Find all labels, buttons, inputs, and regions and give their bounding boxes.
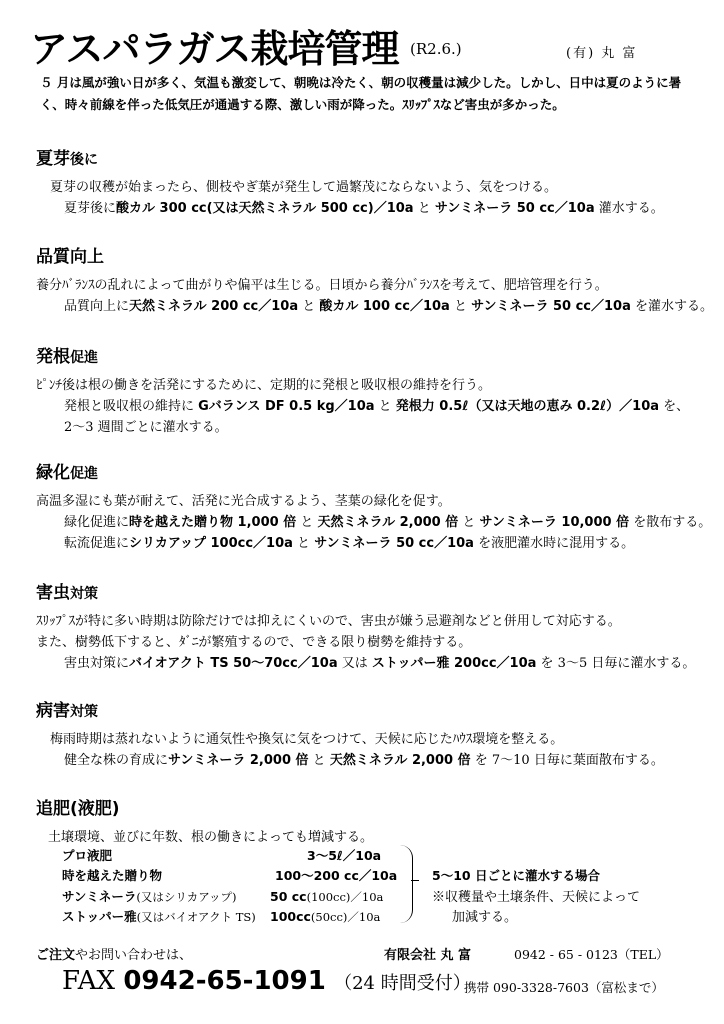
section-heading-main: 病害	[36, 701, 70, 721]
section-heading-main: 夏芽	[36, 149, 70, 169]
section-text-line	[64, 652, 695, 671]
contact-prompt-bold: ご注文	[36, 948, 76, 963]
text-segment: を散布する。	[629, 515, 712, 530]
fertilizer-intro: 土壌環境、並びに年数、根の働きによっても増減する。	[48, 830, 374, 845]
text-segment: と	[458, 515, 480, 530]
section-heading-sub: 対策	[70, 704, 98, 720]
fertilizer-row-name: 時を越えた贈り物	[62, 868, 163, 883]
text-segment: と	[292, 536, 315, 551]
section-heading	[36, 144, 98, 169]
product-spec: 発根力 0.5ℓ（又は天地の恵み 0.2ℓ）／10a	[395, 399, 660, 414]
text-segment: 梅雨時期は蒸れないように通気性や換気に気をつけて、天候に応じたﾊｳｽ環境を整える。	[50, 732, 564, 747]
product-spec: バイオアクト TS 50〜70cc／10a	[129, 656, 338, 671]
product-spec: 天然ミネラル 2,000 倍	[317, 515, 459, 530]
text-segment: 健全な株の育成に	[64, 753, 169, 768]
product-spec: ストッパー雅 200cc／10a	[371, 656, 537, 671]
product-spec: 時を越えた贈り物 1,000 倍	[129, 515, 297, 530]
text-segment: 2〜3 週間ごとに灌水する。	[64, 420, 228, 435]
product-spec: 天然ミネラル 200 cc／10a	[129, 299, 299, 314]
product-spec: 酸カル 300 cc(又は天然ミネラル 500 cc)／10a	[116, 201, 414, 216]
section-text-line	[36, 610, 621, 629]
contact-prompt	[36, 944, 192, 963]
section-text-line	[64, 532, 634, 551]
document-date: (R2.6.)	[410, 40, 462, 58]
text-segment: と	[298, 299, 320, 314]
text-segment: ﾋﾟﾝﾁ後は根の働きを活発にするために、定期的に発根と吸収根の維持を行う。	[36, 378, 492, 393]
intro-paragraph: ５ 月は風が強い日が多く、気温も激変して、朝晩は冷たく、朝の収穫量は減少した。しかし、日中は夏のように暑く、時々前線を伴った低気圧が通過する際、激しい雨が降った。ｽﾘｯﾌﾟｽなど害虫が多かった。	[40, 75, 682, 112]
text-segment: 養分ﾊﾞﾗﾝｽの乱れによって曲がりや偏平は生じる。日頃から養分ﾊﾞﾗﾝｽを考えて、肥培管理を行う。	[36, 278, 608, 293]
section-text-line	[50, 176, 557, 195]
section-heading	[36, 242, 104, 267]
fax-hours: （24 時間受付）	[334, 973, 471, 994]
fertilizer-row-name-note: (又はシリカアップ)	[136, 890, 237, 904]
product-spec: シリカアップ 100cc／10a	[129, 536, 293, 551]
product-spec: Gバランス DF 0.5 kg／10a	[198, 399, 375, 414]
document-title: アスパラガス栽培管理	[30, 27, 399, 71]
fertilizer-row-amount-group	[270, 886, 383, 905]
section-heading	[36, 578, 98, 603]
fertilizer-row-amount: 100cc	[270, 909, 311, 924]
text-segment: また、樹勢低下すると、ﾀﾞﾆが繁殖するので、できる限り樹勢を維持する。	[36, 635, 472, 650]
company-name-header: (有) 丸 富	[566, 46, 638, 61]
fertilizer-note-line: 加減する。	[452, 910, 518, 925]
fertilizer-row-amount-note: (100cc)／10a	[306, 890, 384, 904]
fertilizer-row	[62, 886, 236, 905]
section-heading-main: 品質向上	[36, 247, 104, 267]
product-spec: サンミネーラ 50 cc／10a	[314, 536, 474, 551]
text-segment: 転流促進に	[64, 536, 130, 551]
section-text-line	[64, 295, 713, 314]
text-segment: 灌水する。	[594, 201, 664, 216]
text-segment: 品質向上に	[64, 299, 130, 314]
text-segment: 高温多湿にも葉が耐えて、活発に光合成するよう、茎葉の緑化を促す。	[36, 494, 451, 509]
text-segment: と	[296, 515, 318, 530]
fertilizer-row-name-note: (又はバイオアクト TS)	[136, 910, 256, 924]
text-segment: と	[449, 299, 472, 314]
section-heading	[36, 342, 98, 367]
product-spec: 天然ミネラル 2,000 倍	[329, 753, 471, 768]
text-segment: 発根と吸収根の維持に	[64, 399, 199, 414]
section-heading-sub: 促進	[70, 350, 98, 366]
fertilizer-row-name: プロ液肥	[62, 848, 113, 863]
section-text-line	[64, 395, 689, 414]
text-segment: 害虫対策に	[64, 656, 130, 671]
section-text-line	[36, 274, 608, 293]
section-heading-main: 緑化	[36, 463, 70, 483]
section-text-line	[36, 374, 491, 393]
fertilizer-row	[62, 906, 256, 925]
section-text-line	[64, 511, 711, 530]
fax-label: FAX	[62, 966, 116, 996]
section-heading	[36, 458, 98, 483]
section-heading	[36, 696, 98, 721]
section-text-line	[64, 749, 664, 768]
section-heading-sub: 後に	[70, 152, 98, 168]
section-heading-sub: 促進	[70, 466, 98, 482]
product-spec: サンミネーラ 50 cc／10a	[471, 299, 631, 314]
text-segment: 夏芽後に	[64, 201, 117, 216]
text-segment: 夏芽の収穫が始まったら、側枝やぎ葉が発生して過繁茂にならないよう、気をつける。	[50, 180, 558, 195]
fertilizer-note-line: ※収穫量や土壌条件、天候によって	[432, 890, 641, 905]
text-segment: を 7〜10 日毎に葉面散布する。	[470, 753, 664, 768]
text-segment: を灌水する。	[630, 299, 714, 314]
section-heading-sub: 対策	[70, 586, 98, 602]
text-segment: を、	[659, 399, 690, 414]
product-spec: サンミネーラ 50 cc／10a	[434, 201, 595, 216]
text-segment: と	[413, 201, 435, 216]
section-heading-main: 発根	[36, 347, 70, 367]
fertilizer-row-amount-note: (50cc)／10a	[310, 910, 381, 924]
section-text-line	[64, 416, 228, 435]
section-text-line	[36, 490, 451, 509]
section-text-line	[50, 728, 563, 747]
fertilizer-row-name: ストッパー雅	[62, 909, 137, 924]
text-segment: と	[374, 399, 396, 414]
mobile-number: 携帯 090-3328-7603（富松まで）	[464, 980, 664, 995]
text-segment: 又は	[337, 656, 372, 671]
text-segment: を 3〜5 日毎に灌水する。	[536, 656, 696, 671]
fertilizer-row-name: サンミネーラ	[62, 889, 137, 904]
text-segment: 緑化促進に	[64, 515, 130, 530]
section-text-line	[64, 197, 664, 216]
company-name-footer: 有限会社 丸 富	[384, 948, 472, 963]
section-text-line	[36, 631, 471, 650]
fertilizer-heading: 追肥(液肥)	[36, 799, 120, 819]
brace-bracket-tip	[411, 880, 419, 881]
section-heading-main: 害虫	[36, 583, 70, 603]
fertilizer-row-amount: 50 cc	[270, 889, 307, 904]
fertilizer-row-amount-group	[270, 906, 380, 925]
product-spec: 酸カル 100 cc／10a	[319, 299, 450, 314]
text-segment: を液肥灌水時に混用する。	[473, 536, 635, 551]
contact-prompt-rest: やお問い合わせは、	[75, 948, 193, 963]
tel-number: 0942 - 65 - 0123（TEL）	[514, 947, 669, 962]
fax-line	[62, 966, 471, 996]
fertilizer-row-amount: 3〜5ℓ／10a	[307, 848, 382, 863]
fertilizer-note-title: 5〜10 日ごとに灌水する場合	[432, 868, 600, 883]
text-segment: と	[308, 753, 330, 768]
brace-bracket	[400, 845, 413, 923]
fertilizer-row-amount: 100〜200 cc／10a	[275, 868, 398, 883]
product-spec: サンミネーラ 10,000 倍	[479, 515, 630, 530]
fax-number: 0942-65-1091	[123, 966, 326, 996]
product-spec: サンミネーラ 2,000 倍	[168, 753, 309, 768]
text-segment: ｽﾘｯﾌﾟｽが特に多い時期は防除だけでは抑えにくいので、害虫が嫌う忌避剤などと併用して対応する。	[36, 614, 621, 629]
